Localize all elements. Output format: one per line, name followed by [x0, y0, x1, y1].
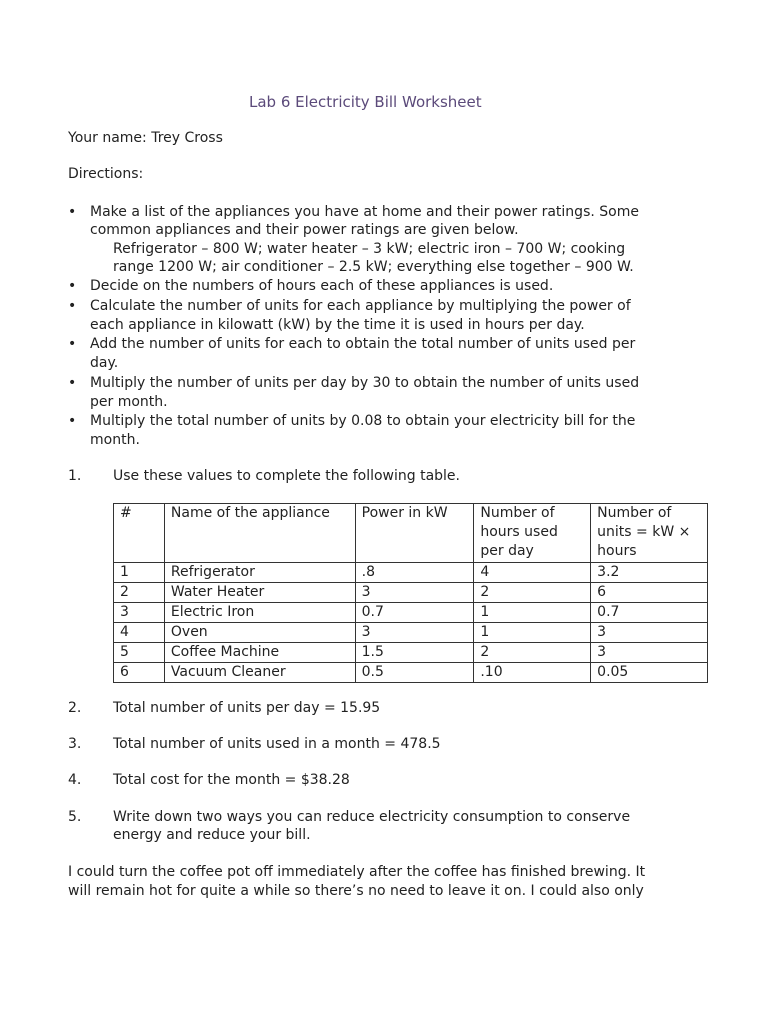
table-row [114, 643, 708, 663]
header-units: Number of units = kW × hours [591, 504, 708, 563]
cell-hours: 1 [474, 603, 591, 623]
question-5-line-1: Write down two ways you can reduce electricity consumption to conserve [113, 809, 631, 825]
cell-units: 0.7 [591, 603, 708, 623]
direction-6-line-2: month. [90, 432, 140, 448]
direction-4-line-2: day. [90, 355, 119, 371]
bullet-icon: • [68, 375, 77, 391]
cell-appliance: Oven [164, 623, 355, 643]
cell-appliance: Vacuum Cleaner [164, 663, 355, 683]
question-3-text: Total number of units used in a month = 478.5 [113, 736, 441, 752]
question-2-text: Total number of units per day = 15.95 [113, 700, 381, 716]
direction-5-line-1: Multiply the number of units per day by 30 to obtain the number of units used [90, 375, 640, 391]
bullet-icon: • [68, 298, 77, 314]
bullet-icon: • [68, 413, 77, 429]
cell-hours: .10 [474, 663, 591, 683]
direction-3-line-2: each appliance in kilowatt (kW) by the time it is used in hours per day. [90, 317, 585, 333]
cell-number: 6 [114, 663, 165, 683]
direction-6-line-1: Multiply the total number of units by 0.08 to obtain your electricity bill for the [90, 413, 636, 429]
direction-5-line-2: per month. [90, 394, 168, 410]
answer-line-2: will remain hot for quite a while so there’s no need to leave it on. I could also only [68, 883, 644, 899]
student-name: Your name: Trey Cross [68, 130, 223, 146]
table-row [114, 663, 708, 683]
table-row [114, 563, 708, 583]
question-5-number: 5. [68, 809, 82, 825]
cell-number: 1 [114, 563, 165, 583]
table-row [114, 623, 708, 643]
answer-line-1: I could turn the coffee pot off immediately after the coffee has finished brewing. It [68, 864, 646, 880]
cell-power: 3 [355, 623, 474, 643]
directions-label: Directions: [68, 166, 144, 182]
cell-power: 3 [355, 583, 474, 603]
bullet-icon: • [68, 336, 77, 352]
bullet-icon: • [68, 278, 77, 294]
cell-units: 3.2 [591, 563, 708, 583]
cell-units: 6 [591, 583, 708, 603]
header-hours: Number of hours used per day [474, 504, 591, 563]
cell-hours: 4 [474, 563, 591, 583]
cell-appliance: Water Heater [164, 583, 355, 603]
direction-2: Decide on the numbers of hours each of these appliances is used. [90, 278, 554, 294]
header-number: # [114, 504, 165, 563]
direction-3-line-1: Calculate the number of units for each appliance by multiplying the power of [90, 298, 631, 314]
question-4-text: Total cost for the month = $38.28 [113, 772, 350, 788]
cell-number: 4 [114, 623, 165, 643]
cell-units: 3 [591, 643, 708, 663]
question-1-number: 1. [68, 468, 82, 484]
cell-units: 0.05 [591, 663, 708, 683]
cell-hours: 2 [474, 643, 591, 663]
question-1-text: Use these values to complete the following table. [113, 468, 460, 484]
cell-number: 2 [114, 583, 165, 603]
table-header-row [114, 504, 708, 563]
question-4-number: 4. [68, 772, 82, 788]
cell-number: 3 [114, 603, 165, 623]
direction-1-line-2: common appliances and their power ratings are given below. [90, 222, 519, 238]
direction-1-line-1: Make a list of the appliances you have at home and their power ratings. Some [90, 204, 639, 220]
cell-power: .8 [355, 563, 474, 583]
table-row [114, 583, 708, 603]
question-3-number: 3. [68, 736, 82, 752]
cell-hours: 1 [474, 623, 591, 643]
cell-appliance: Refrigerator [164, 563, 355, 583]
cell-power: 0.5 [355, 663, 474, 683]
appliance-ratings-line-1: Refrigerator – 800 W; water heater – 3 kW; electric iron – 700 W; cooking [113, 241, 626, 257]
cell-units: 3 [591, 623, 708, 643]
cell-hours: 2 [474, 583, 591, 603]
cell-appliance: Electric Iron [164, 603, 355, 623]
question-5-line-2: energy and reduce your bill. [113, 827, 311, 843]
table-row [114, 603, 708, 623]
appliance-table [113, 503, 708, 683]
cell-appliance: Coffee Machine [164, 643, 355, 663]
cell-power: 1.5 [355, 643, 474, 663]
header-power: Power in kW [355, 504, 474, 563]
page-title: Lab 6 Electricity Bill Worksheet [249, 93, 482, 111]
direction-4-line-1: Add the number of units for each to obtain the total number of units used per [90, 336, 636, 352]
header-appliance-name: Name of the appliance [164, 504, 355, 563]
bullet-icon: • [68, 204, 77, 220]
cell-power: 0.7 [355, 603, 474, 623]
appliance-ratings-line-2: range 1200 W; air conditioner – 2.5 kW; everything else together – 900 W. [113, 259, 634, 275]
cell-number: 5 [114, 643, 165, 663]
question-2-number: 2. [68, 700, 82, 716]
